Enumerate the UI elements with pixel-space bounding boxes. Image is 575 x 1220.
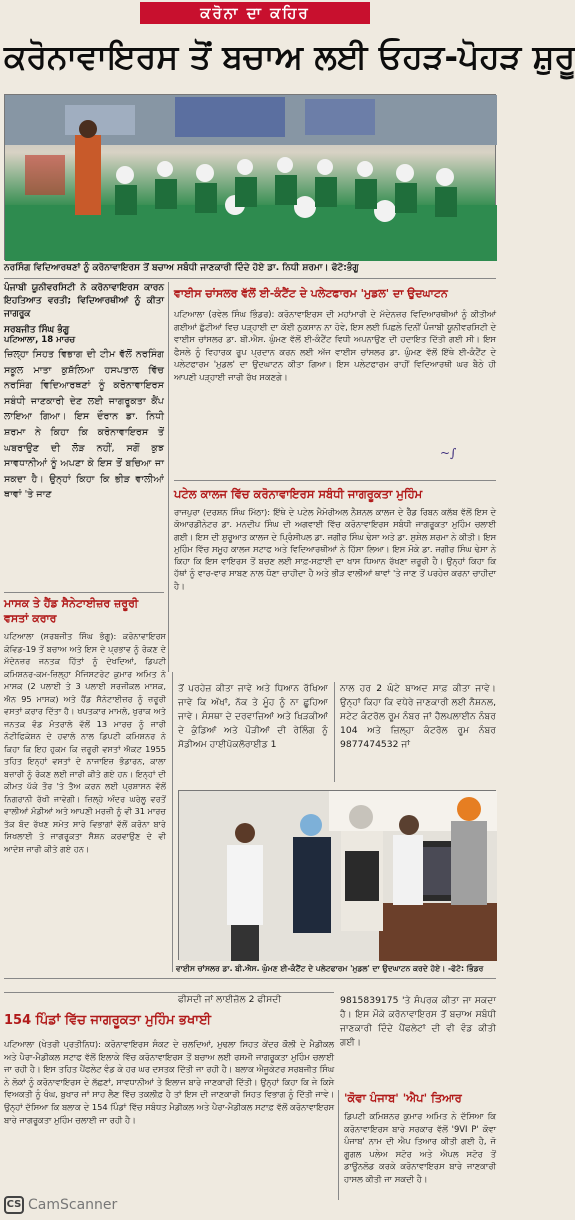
left-story-dateline: ਪਟਿਆਲਾ, 18 ਮਾਰਚ xyxy=(4,335,76,345)
village-story xyxy=(4,1000,334,1192)
left-story-text: ਜ਼ਿਲ੍ਹਾ ਸਿਹਤ ਵਿਭਾਗ ਦੀ ਟੀਮ ਵੱਲੋਂ ਨਰਸਿੰਗ ਸਕੂਲ ਮਾਤਾ ਕੁਸ਼ੱਲਿਆ ਹਸਪਤਾਲ ਵਿੱਚ ਨਰਸਿੰਗ ਵਿਦਿਆਰਥਣਾਂ ਨੂੰ ਕਰੋਨਾਵਾਇਰਸ ਸਬੰਧੀ ਜਾਣਕਾਰੀ ਦੇਣ ਲਈ ਜਾਗਰੂਕਤਾ ਕੈਂਪ ਲਾਇਆ ਗਿਆ। ਇਸ ਦੌਰਾਨ ਡਾ. ਨਿਧੀ ਸ਼ਰਮਾ ਨੇ ਕਿਹਾ ਕਿ ਕਰੋਨਾਵਾਇਰਸ ਤੋਂ ਘਬਰਾਉਣ ਦੀ ਲੋੜ ਨਹੀਂ, ਸਗੋਂ ਕੁਝ ਸਾਵਧਾਨੀਆਂ ਨੂੰ ਅਪਣਾ ਕੇ ਇਸ ਤੋਂ ਬਚਿਆ ਜਾ ਸਕਦਾ ਹੈ। ਉਨ੍ਹਾਂ ਕਿਹਾ ਕਿ ਭੀੜ ਵਾਲੀਆਂ ਥਾਵਾਂ 'ਤੇ ਜਾਣ xyxy=(4,349,164,501)
vc-story-heading: ਵਾਈਸ ਚਾਂਸਲਰ ਵੱਲੋਂ ਈ-ਕੰਟੈਂਟ ਦੇ ਪਲੇਟਫਾਰਮ 'ਮੁਡਲ' ਦਾ ਉਦਘਾਟਨ xyxy=(174,287,448,300)
continuation-text-2: 9815839175 'ਤੇ ਸੰਪਰਕ ਕੀਤਾ ਜਾ ਸਕਦਾ ਹੈ। ਇਸ ਮੌਕੇ ਕਰੋਨਾਵਾਇਰਸ ਤੋਂ ਬਚਾਅ ਸਬੰਧੀ ਜਾਣਕਾਰੀ ਦਿੰਦੇ ਪੈਂਫਲੇਟਾਂ ਦੀ ਵੀ ਵੰਡ ਕੀਤੀ ਗਈ। xyxy=(340,995,496,1048)
camscanner-label: CamScanner xyxy=(28,1197,118,1213)
photo-caption: ਨਰਸਿੰਗ ਵਿਦਿਆਰਥਣਾਂ ਨੂੰ ਕਰੋਨਾਵਾਇਰਸ ਤੋਂ ਬਚਾਅ ਸਬੰਧੀ ਜਾਣਕਾਰੀ ਦਿੰਦੇ ਹੋਏ ਡਾ. ਨਿਧੀ ਸ਼ਰਮਾ। ਫੋਟੋ:ਭੰਗੂ xyxy=(4,263,359,273)
continuation-text-1: ਫੀਸਦੀ ਜਾਂ ਲਾਈਜ਼ੋਲ 2 ਫੀਸਦੀ xyxy=(178,994,282,1005)
mid-column-1: ਤੋਂ ਪਰਹੇਜ਼ ਕੀਤਾ ਜਾਵੇ ਅਤੇ ਧਿਆਨ ਰੱਖਿਆ ਜਾਵੇ ਕਿ ਅੱਖਾਂ, ਨੱਕ ਤੇ ਮੂੰਹ ਨੂੰ ਨਾ ਛੂਹਿਆ ਜਾਵੇ। ਸੰਸਥਾ ਦੇ ਦਰਵਾਜ਼ਿਆਂ ਅਤੇ ਖਿੜਕੀਆਂ ਦੇ ਕੁੰਡਿਆਂ ਅਤੇ ਪੌੜੀਆਂ ਦੀ ਰੇਲਿੰਗ ਨੂੰ ਸੋਡੀਅਮ ਹਾਈਪੋਕਲੋਰਾਈਡ 1 xyxy=(178,683,328,750)
left-story-byline: ਸਰਬਜੀਤ ਸਿੰਘ ਭੰਗੂ xyxy=(4,325,70,335)
patel-college-heading: ਪਟੇਲ ਕਾਲਜ ਵਿੱਚ ਕਰੋਨਾਵਾਇਰਸ ਸਬੰਧੀ ਜਾਗਰੂਕਤਾ ਮੁਹਿੰਮ xyxy=(174,487,423,501)
app-story-heading: 'ਕੋਵਾ ਪੰਜਾਬ' 'ਐਪ' ਤਿਆਰ xyxy=(344,1091,462,1105)
app-story xyxy=(344,1088,496,1200)
left-story-heading: ਪੰਜਾਬੀ ਯੂਨੀਵਰਸਿਟੀ ਨੇ ਕਰੋਨਾਵਾਇਰਸ ਕਾਰਨ ਇਹਤਿਆਤ ਵਰਤੀ; ਵਿਦਿਆਰਥੀਆਂ ਨੂੰ ਕੀਤਾ ਜਾਗਰੂਕ xyxy=(4,283,164,319)
section-banner: ਕਰੋਨਾ ਦਾ ਕਹਿਰ xyxy=(140,2,370,24)
vc-story xyxy=(174,282,496,460)
mask-story-text: ਪਟਿਆਲਾ (ਸਰਬਜੀਤ ਸਿੰਘ ਭੰਗੂ): ਕਰੋਨਾਵਾਇਰਸ ਕੋਵਿਡ-19 ਤੋਂ ਬਚਾਅ ਅਤੇ ਇਸ ਦੇ ਪ੍ਰਭਾਵ ਨੂੰ ਰੋਕਣ ਦੇ ਮੱਦੇਨਜ਼ਰ ਜਨਤਕ ਹਿੱਤਾਂ ਨੂੰ ਦੇਖਦਿਆਂ, ਡਿਪਟੀ ਕਮਿਸ਼ਨਰ-ਕਮ-ਜ਼ਿਲ੍ਹਾ ਮੈਜਿਸਟਰੇਟ ਕੁਮਾਰ ਅਮਿਤ ਨੇ ਮਾਸਕ (2 ਪਲਾਈ ਤੇ 3 ਪਲਾਈ ਸਰਜੀਕਲ ਮਾਸਕ, ਐਨ 95 ਮਾਸਕ) ਅਤੇ ਹੈਂਡ ਸੈਨੇਟਾਈਜ਼ਰ ਨੂੰ ਜ਼ਰੂਰੀ ਵਸਤਾਂ ਕਰਾਰ ਦਿੱਤਾ ਹੈ। ਖਪਤਕਾਰ ਮਾਮਲੇ, ਖੁਰਾਕ ਅਤੇ ਜਨਤਕ ਵੰਡ ਮੰਤਰਾਲੇ ਵੱਲੋਂ 13 ਮਾਰਚ ਨੂੰ ਜਾਰੀ ਨੋਟੀਫਿਕੇਸ਼ਨ ਦੇ ਹਵਾਲੇ ਨਾਲ ਡਿਪਟੀ ਕਮਿਸ਼ਨਰ ਨੇ ਕਿਹਾ ਕਿ ਇਹ ਹੁਕਮ ਕਿ ਜ਼ਰੂਰੀ ਵਸਤਾਂ ਐਕਟ 1955 ਤਹਿਤ ਇਨ੍ਹਾਂ ਵਸਤਾਂ ਦੇ ਨਾਜਾਇਜ਼ ਭੰਡਾਰਨ, ਕਾਲਾ ਬਜ਼ਾਰੀ ਨੂੰ ਰੋਕਣ ਲਈ ਜਾਰੀ ਕੀਤੇ ਗਏ ਹਨ। ਇਨ੍ਹਾਂ ਦੀ ਕੀਮਤ ਪੱਕੇ ਤੌਰ 'ਤੇ ਤੈਅ ਕਰਨ ਲਈ ਪ੍ਰਸ਼ਾਸਨ ਵੱਲੋਂ ਨਿਗਰਾਨੀ ਰੱਖੀ ਜਾਵੇਗੀ। ਜ਼ਿਲ੍ਹੇ ਅੰਦਰ ਘਰੇਲੂ ਵਰਤੋਂ ਵਾਲੀਆਂ ਮੰਡੀਆਂ ਅਤੇ ਆਪਣੀ ਮਰਜ਼ੀ ਨੂੰ ਵੀ 31 ਮਾਰਚ ਤੱਕ ਬੰਦ ਰੱਖਣ ਸਮੇਤ ਸਾਰੇ ਵਿਭਾਗਾਂ ਵੱਲੋਂ ਕਰੋਨਾ ਬਾਰੇ ਸਿਖਲਾਈ ਤੇ ਜਾਗਰੂਕਤਾ ਸੈਸ਼ਨ ਕਰਵਾਉਣ ਦੇ ਵੀ ਆਦੇਸ਼ ਜਾਰੀ ਕੀਤੇ ਗਏ ਹਨ। xyxy=(4,631,166,854)
classroom-photo-illustration xyxy=(5,95,497,261)
camscanner-icon: CS xyxy=(4,1196,24,1214)
signature-mark: ~∫ xyxy=(440,446,457,460)
mask-story-heading: ਮਾਸਕ ਤੇ ਹੈਂਡ ਸੈਨੇਟਾਈਜ਼ਰ ਜ਼ਰੂਰੀ ਵਸਤਾਂ ਕਰਾਰ xyxy=(4,597,139,625)
vc-photo-caption: ਵਾਈਸ ਚਾਂਸਲਰ ਡਾ. ਬੀ.ਐਸ. ਘੁੰਮਣ ਈ-ਕੰਟੈਂਟ ਦੇ ਪਲੇਟਫਾਰਮ 'ਮੁਡਲ' ਦਾ ਉਦਘਾਟਨ ਕਰਦੇ ਹੋਏ। -ਫੋਟੋ: ਭਿੰਡਰ xyxy=(176,964,484,973)
village-story-heading: 154 ਪਿੰਡਾਂ ਵਿੱਚ ਜਾਗਰੂਕਤਾ ਮੁਹਿੰਮ ਭਖਾਈ xyxy=(4,1013,212,1028)
patel-college-text: ਰਾਜਪੁਰਾ (ਦਰਸ਼ਨ ਸਿੰਘ ਮਿੱਠਾ): ਇੱਥੇ ਦੇ ਪਟੇਲ ਮੈਮੋਰੀਅਲ ਨੈਸ਼ਨਲ ਕਾਲਜ ਦੇ ਰੈੱਡ ਰਿਬਨ ਕਲੱਬ ਵੱਲੋਂ ਇਸ ਦੇ ਕੋਆਰਡੀਨੇਟਰ ਡਾ. ਮਨਦੀਪ ਸਿੰਘ ਦੀ ਅਗਵਾਈ ਵਿੱਚ ਕਰੋਨਾਵਾਇਰਸ ਸਬੰਧੀ ਜਾਗਰੂਕਤਾ ਮੁਹਿੰਮ ਚਲਾਈ ਗਈ। ਇਸ ਦੀ ਸ਼ੁਰੂਆਤ ਕਾਲਜ ਦੇ ਪ੍ਰਿੰਸੀਪਲ ਡਾ. ਜਗੀਰ ਸਿੰਘ ਢੇਸਾ ਅਤੇ ਡਾ. ਸੁਸ਼ੇਲ ਸ਼ਰਮਾ ਨੇ ਕੀਤੀ। ਇਸ ਮੁਹਿੰਮ ਵਿੱਚ ਸਮੂਹ ਕਾਲਜ ਸਟਾਫ ਅਤੇ ਵਿਦਿਆਰਥੀਆਂ ਨੇ ਹਿੱਸਾ ਲਿਆ। ਇਸ ਮੌਕੇ ਡਾ. ਜਗੀਰ ਸਿੰਘ ਢੇਸਾ ਨੇ ਕਿਹਾ ਕਿ ਇਸ ਵਾਇਰਸ ਤੋਂ ਬਚਣ ਲਈ ਸਾਫ਼-ਸਫ਼ਾਈ ਦਾ ਖਾਸ ਧਿਆਨ ਰੱਖਣਾ ਜ਼ਰੂਰੀ ਹੈ। ਉਨ੍ਹਾਂ ਕਿਹਾ ਕਿ ਹੱਥਾਂ ਨੂੰ ਵਾਰ-ਵਾਰ ਸਾਬਣ ਨਾਲ ਧੋਣਾ ਚਾਹੀਦਾ ਹੈ ਅਤੇ ਭੀੜ ਵਾਲੀਆਂ ਥਾਵਾਂ 'ਤੇ ਜਾਣ ਤੋਂ ਪਰਹੇਜ਼ ਕਰਨਾ ਚਾਹੀਦਾ ਹੈ। xyxy=(174,507,496,591)
patel-college-story xyxy=(174,484,496,670)
vc-story-text: ਪਟਿਆਲਾ (ਰਵੇਲ ਸਿੰਘ ਭਿੰਡਰ): ਕਰੋਨਾਵਾਇਰਸ ਦੀ ਮਹਾਂਮਾਰੀ ਦੇ ਮੱਦੇਨਜ਼ਰ ਵਿਦਿਆਰਥੀਆਂ ਨੂੰ ਕੀਤੀਆਂ ਗਈਆਂ ਛੁੱਟੀਆਂ ਵਿਚ ਪੜ੍ਹਾਈ ਦਾ ਕੋਈ ਨੁਕਸਾਨ ਨਾ ਹੋਵੇ, ਇਸ ਲਈ ਪਿਛਲੇ ਦਿਨੀਂ ਪੰਜਾਬੀ ਯੂਨੀਵਰਸਿਟੀ ਦੇ ਵਾਈਸ ਚਾਂਸਲਰ ਡਾ. ਬੀ.ਐਸ. ਘੁੰਮਣ ਵੱਲੋਂ ਈ-ਕੰਟੈਂਟ ਵਿਧੀ ਅਪਨਾਉਣ ਦੀ ਹਦਾਇਤ ਦਿੱਤੀ ਗਈ ਸੀ। ਇਸ ਫੈਸਲੇ ਨੂੰ ਵਿਹਾਰਕ ਰੂਪ ਪ੍ਰਦਾਨ ਕਰਨ ਲਈ ਅੱਜ ਵਾਈਸ ਚਾਂਸਲਰ ਡਾ. ਘੁੰਮਣ ਵੱਲੋਂ ਇੱਥੇ ਈ-ਕੰਟੈਂਟ ਦੇ ਪਲੇਟਫਾਰਮ 'ਮੁਡਲ' ਦਾ ਉਦਘਾਟਨ ਕੀਤਾ ਗਿਆ। ਇਸ ਪਲੇਟਫਾਰਮ ਰਾਹੀਂ ਵਿਦਿਆਰਥੀ ਘਰ ਬੈਠੇ ਹੀ ਆਪਣੀ ਪੜ੍ਹਾਈ ਜਾਰੀ ਰੱਖ ਸਕਣਗੇ। xyxy=(174,309,496,382)
mid-column-2: ਨਾਲ ਹਰ 2 ਘੰਟੇ ਬਾਅਦ ਸਾਫ਼ ਕੀਤਾ ਜਾਵੇ। ਉਨ੍ਹਾਂ ਕਿਹਾ ਕਿ ਵਧੇਰੇ ਜਾਣਕਾਰੀ ਲਈ ਨੈਸ਼ਨਲ, ਸਟੇਟ ਕੰਟਰੋਲ ਰੂਮ ਨੰਬਰ ਜਾਂ ਹੈਲਪਲਾਈਨ ਨੰਬਰ 104 ਅਤੇ ਜ਼ਿਲ੍ਹਾ ਕੰਟਰੋਲ ਰੂਮ ਨੰਬਰ 9877474532 ਜਾਂ xyxy=(340,683,496,750)
classroom-photo xyxy=(4,94,496,260)
left-story xyxy=(4,282,164,587)
village-story-text: ਪਟਿਆਲਾ (ਖੇਤਰੀ ਪ੍ਰਤੀਨਿਧ): ਕਰੋਨਾਵਾਇਰਸ ਸੰਕਟ ਦੇ ਚਲਦਿਆਂ, ਮੁਢਲਾ ਸਿਹਤ ਕੇਂਦਰ ਕੌਲੀ ਦੇ ਮੈਡੀਕਲ ਅਤੇ ਪੈਰਾ-ਮੈਡੀਕਲ ਸਟਾਫ ਵੱਲੋਂ ਇਲਾਕੇ ਵਿੱਚ ਕਰੋਨਾਵਾਇਰਸ ਤੋਂ ਬਚਾਅ ਲਈ ਰਸਮੀ ਜਾਗਰੂਕਤਾ ਮੁਹਿੰਮ ਚਲਾਈ ਜਾ ਰਹੀ ਹੈ। ਇਸ ਤਹਿਤ ਪੈਂਫਲੇਟ ਵੰਡ ਕੇ ਹਰ ਘਰ ਦਸਤਕ ਦਿੱਤੀ ਜਾ ਰਹੀ ਹੈ। ਬਲਾਕ ਐਜੂਕੇਟਰ ਸਰਬਜੀਤ ਸਿੰਘ ਨੇ ਲੋਕਾਂ ਨੂੰ ਕਰੋਨਾਵਾਇਰਸ ਦੇ ਲੱਛਣਾਂ, ਸਾਵਧਾਨੀਆਂ ਤੇ ਇਲਾਜ ਬਾਰੇ ਜਾਣਕਾਰੀ ਦਿੱਤੀ। ਉਨ੍ਹਾਂ ਕਿਹਾ ਕਿ ਜੇ ਕਿਸੇ ਵਿਅਕਤੀ ਨੂੰ ਖੰਘ, ਬੁਖਾਰ ਜਾਂ ਸਾਹ ਲੈਣ ਵਿੱਚ ਤਕਲੀਫ਼ ਹੈ ਤਾਂ ਇਸ ਦੀ ਜਾਣਕਾਰੀ ਸਿਹਤ ਵਿਭਾਗ ਨੂੰ ਦਿੱਤੀ ਜਾਵੇ। ਉਨ੍ਹਾਂ ਦੱਸਿਆ ਕਿ ਬਲਾਕ ਦੇ 154 ਪਿੰਡਾਂ ਵਿੱਚ ਸਬੰਧਤ ਮੈਡੀਕਲ ਅਤੇ ਪੈਰਾ-ਮੈਡੀਕਲ ਸਟਾਫ਼ ਵੱਲੋਂ ਕਰੋਨਾਵਾਇਰਸ ਬਾਰੇ ਜਾਗਰੂਕਤਾ ਮੁਹਿੰਮ ਚਲਾਈ ਜਾ ਰਹੀ ਹੈ। xyxy=(4,1039,334,1125)
vc-photo xyxy=(178,790,496,960)
vc-photo-illustration xyxy=(179,791,497,961)
page-headline: ਕਰੋਨਾਵਾਇਰਸ ਤੋਂ ਬਚਾਅ ਲਈ ਓਹੜ-ਪੋਹੜ ਸ਼ੁਰੂ xyxy=(4,37,575,76)
mask-story xyxy=(4,596,166,971)
camscanner-watermark xyxy=(4,1194,154,1216)
app-story-text: ਡਿਪਟੀ ਕਮਿਸ਼ਨਰ ਕੁਮਾਰ ਅਮਿਤ ਨੇ ਦੱਸਿਆ ਕਿ ਕਰੋਨਾਵਾਇਰਸ ਬਾਰੇ ਸਰਕਾਰ ਵੱਲੋਂ '9VI P' ਕੋਵਾ ਪੰਜਾਬ' ਨਾਮ ਦੀ ਐਪ ਤਿਆਰ ਕੀਤੀ ਗਈ ਹੈ, ਜੋ ਗੂਗਲ ਪਲੇਅ ਸਟੋਰ ਅਤੇ ਐਪਲ ਸਟੋਰ ਤੋਂ ਡਾਊਨਲੋਡ ਕਰਕੇ ਕਰੋਨਾਵਾਇਰਸ ਬਾਰੇ ਜਾਣਕਾਰੀ ਹਾਸਲ ਕੀਤੀ ਜਾ ਸਕਦੀ ਹੈ। xyxy=(344,1111,496,1184)
